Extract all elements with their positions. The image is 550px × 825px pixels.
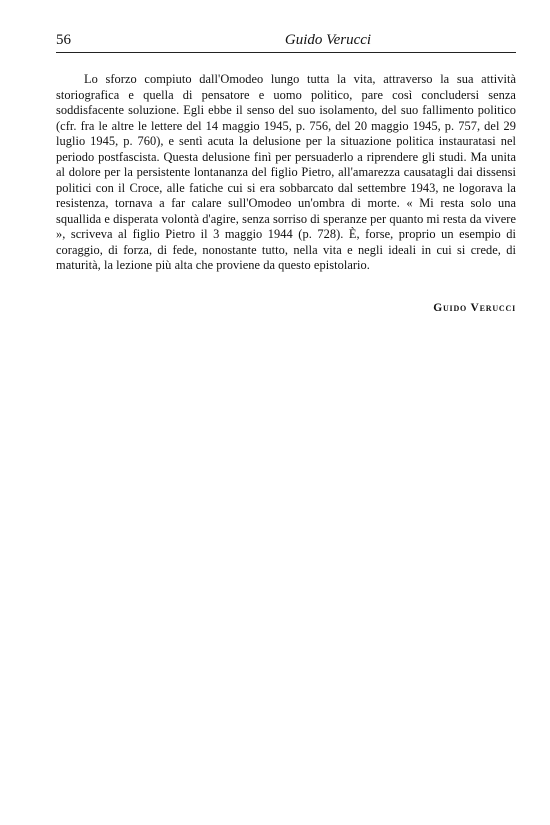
body-paragraph: Lo sforzo compiuto dall'Omodeo lungo tutta la vita, attraverso la sua attività storiografica e quella di pensatore e uomo politico, pare così concludersi senza soddisfacente soluzione. Egli ebbe il senso del suo isolamento, del suo fallimento politico (cfr. fra le altre le lettere del 14 maggio 1945, p. 756, del 20 maggio 1945, p. 757, del 29 luglio 1945, p. 760), e sentì acuta la delusione per la situazione politica instauratasi nel periodo postfascista. Questa delusione finì per persuaderlo a riprendere gli studi. Ma unita al dolore per la persistente lontananza del figlio Pietro, all'amarezza causatagli dai dissensi politici con il Croce, alle fatiche cui si era sobbarcato dal settembre 1943, ne logorava la resistenza, tornava a far calare sull'Omodeo un'ombra di morte. « Mi resta solo una squallida e disperata volontà d'agire, senza sorriso di speranze per quanto mi resta da vivere », scriveva al figlio Pietro il 3 maggio 1944 (p. 728). È, forse, proprio un esempio di coraggio, di forza, di fede, nonostante tutto, nella vita e negli ideali in cui si crede, di maturità, la lezione più alta che proviene da questo epistolario.	[56, 72, 516, 272]
author-signature: Guido Verucci	[433, 302, 516, 314]
page-number: 56	[56, 32, 71, 48]
running-title: Guido Verucci	[284, 32, 372, 48]
running-head	[56, 30, 516, 53]
